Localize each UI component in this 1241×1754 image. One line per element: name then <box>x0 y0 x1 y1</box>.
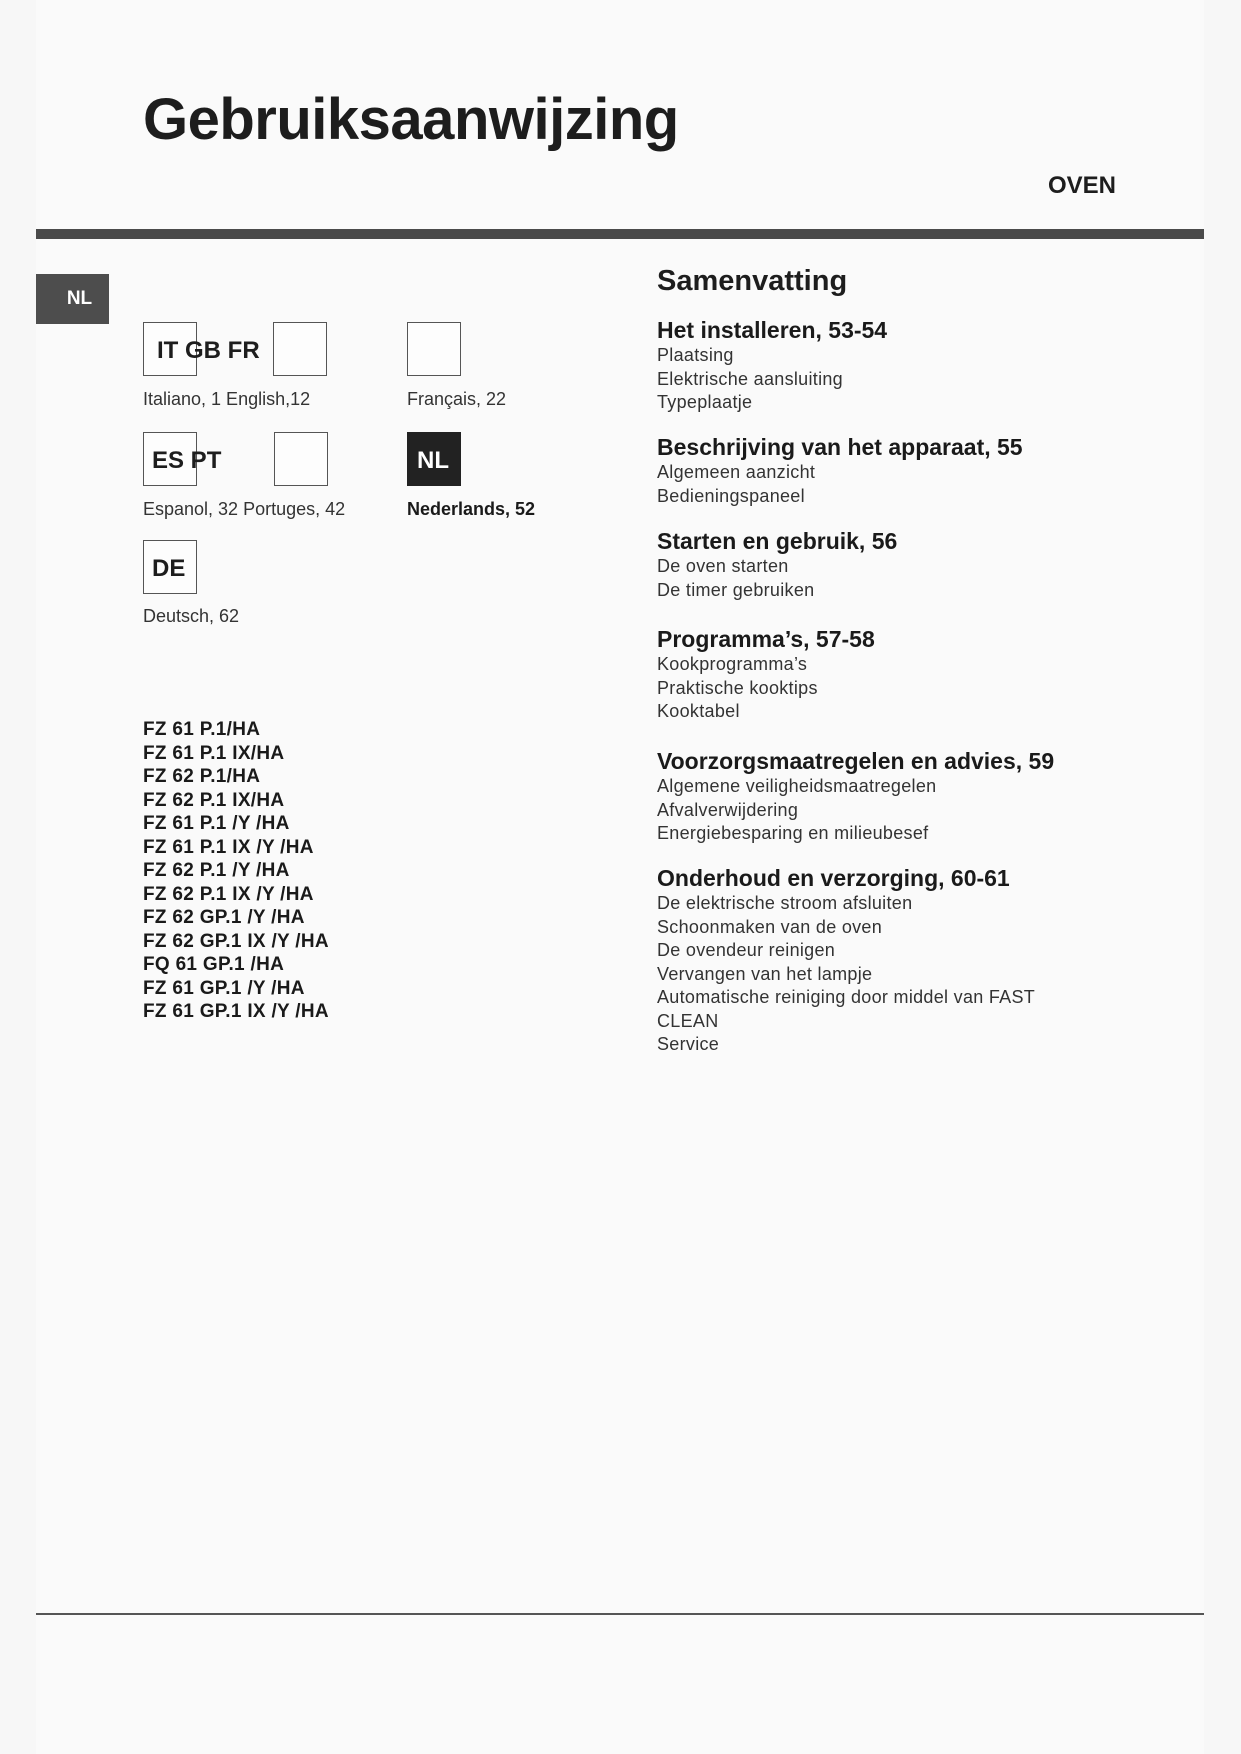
toc-section-title: Het installeren, 53-54 <box>657 317 888 343</box>
toc-item: Kooktabel <box>657 701 740 721</box>
model-list <box>143 718 329 1024</box>
language-code-nl: NL <box>417 447 449 474</box>
toc-item: Plaatsing <box>657 345 734 365</box>
model-item: FZ 62 P.1/HA <box>143 766 261 787</box>
toc-item: Automatische reiniging door middel van FAST <box>657 987 1036 1007</box>
top-divider <box>36 229 1204 239</box>
toc-item: Elektrische aansluiting <box>657 368 843 389</box>
toc-heading: Samenvatting <box>657 265 848 297</box>
model-item: FQ 61 GP.1 /HA <box>143 954 285 975</box>
toc-item: Praktische kooktips <box>657 677 818 698</box>
toc-section-maintenance <box>657 864 1097 1057</box>
toc-section-title: Voorzorgsmaatregelen en advies, 59 <box>657 748 1055 774</box>
toc-section-description <box>657 433 1097 508</box>
toc-item: Kookprogramma’s <box>657 654 808 674</box>
language-code-de: DE <box>152 555 186 582</box>
toc-item: CLEAN <box>657 1010 719 1031</box>
toc-item: Vervangen van het lampje <box>657 963 873 984</box>
toc-item: Energiebesparing en milieubesef <box>657 823 929 843</box>
model-item: FZ 62 P.1 IX /Y /HA <box>143 883 314 905</box>
toc-section-precautions <box>657 747 1097 846</box>
model-item: FZ 62 GP.1 IX /Y /HA <box>143 930 329 952</box>
toc-item: Service <box>657 1034 720 1054</box>
product-label: OVEN <box>1048 172 1117 199</box>
page-title: Gebruiksaanwijzing <box>143 87 679 152</box>
model-item: FZ 61 P.1/HA <box>143 719 261 740</box>
language-codes-row1: IT GB FR <box>157 337 260 364</box>
language-codes-row2: ES PT <box>152 447 222 474</box>
toc-item: De ovendeur reinigen <box>657 940 836 960</box>
model-item: FZ 62 GP.1 /Y /HA <box>143 907 305 928</box>
flag-box-gb <box>273 322 327 376</box>
toc-item: Algemeen aanzicht <box>657 462 816 482</box>
toc-section-installation <box>657 316 1097 415</box>
language-label-fr: Français, 22 <box>407 389 507 409</box>
toc-item: De elektrische stroom afsluiten <box>657 893 913 913</box>
model-item: FZ 62 P.1 IX/HA <box>143 789 285 811</box>
model-item: FZ 62 P.1 /Y /HA <box>143 860 290 881</box>
toc-item: Schoonmaken van de oven <box>657 916 883 937</box>
toc-section-programs <box>657 625 1097 724</box>
toc-section-start <box>657 527 1097 602</box>
model-item: FZ 61 P.1 IX/HA <box>143 742 285 764</box>
toc-item: Algemene veiligheidsmaatregelen <box>657 776 937 796</box>
toc-section-title: Programma’s, 57-58 <box>657 626 875 652</box>
toc-section-title: Starten en gebruik, 56 <box>657 528 898 554</box>
language-label-nl: Nederlands, 52 <box>407 499 536 519</box>
model-item: FZ 61 GP.1 IX /Y /HA <box>143 1001 329 1022</box>
language-label-de: Deutsch, 62 <box>143 606 240 626</box>
model-item: FZ 61 P.1 IX /Y /HA <box>143 836 314 858</box>
language-tab <box>36 274 109 324</box>
model-item: FZ 61 GP.1 /Y /HA <box>143 977 305 999</box>
language-label-it-gb: Italiano, 1 English,12 <box>143 389 311 409</box>
language-tab-label: NL <box>66 288 93 309</box>
toc-section-title: Beschrijving van het apparaat, 55 <box>657 434 1023 460</box>
toc-item: Bedieningspaneel <box>657 485 805 506</box>
toc-item: Afvalverwijdering <box>657 799 799 820</box>
toc-item: De oven starten <box>657 556 789 576</box>
toc-item: Typeplaatje <box>657 392 753 412</box>
model-item: FZ 61 P.1 /Y /HA <box>143 813 290 834</box>
toc-section-title: Onderhoud en verzorging, 60-61 <box>657 865 1010 891</box>
language-label-es-pt: Espanol, 32 Portuges, 42 <box>143 499 346 519</box>
toc-item: De timer gebruiken <box>657 579 815 600</box>
flag-box-pt <box>274 432 328 486</box>
bottom-divider <box>36 1613 1204 1615</box>
flag-box-fr <box>407 322 461 376</box>
